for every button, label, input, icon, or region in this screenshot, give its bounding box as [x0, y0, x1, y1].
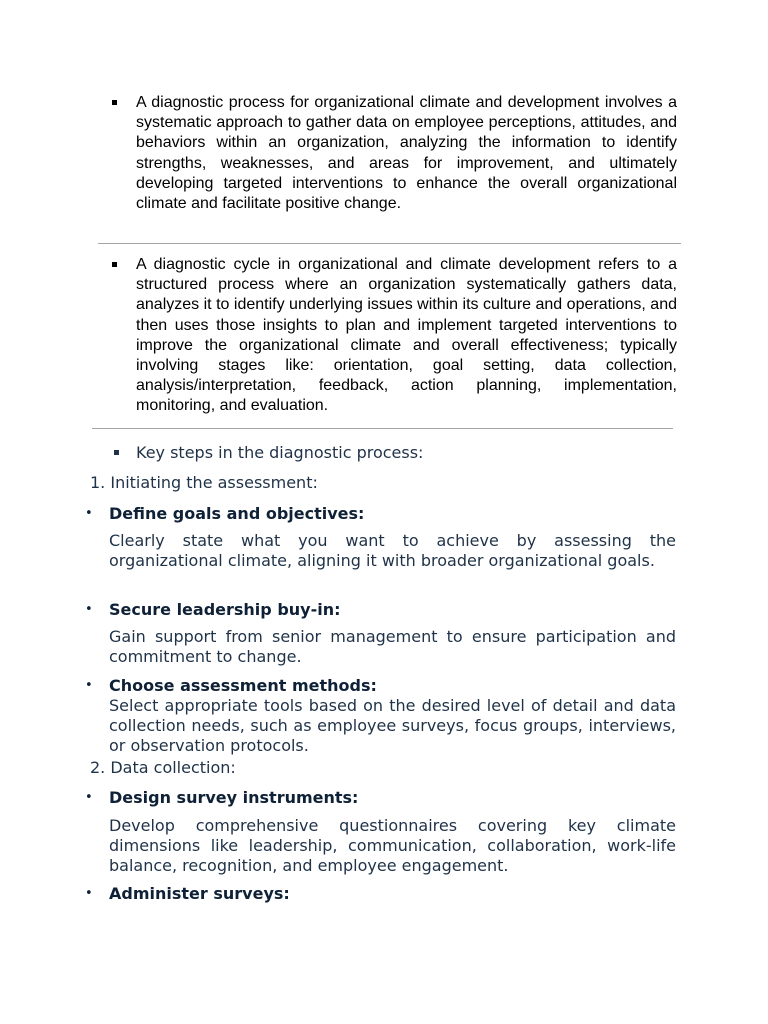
section-divider [98, 243, 681, 244]
list-item-title: Design survey instruments: [109, 788, 359, 807]
list-item-heading [85, 600, 341, 620]
list-item-title: Secure leadership buy-in: [109, 600, 341, 619]
list-item-title: Choose assessment methods: [109, 676, 377, 695]
square-bullet-icon [112, 100, 117, 105]
diagnostic-cycle-bullet [112, 255, 677, 417]
key-steps-text: Key steps in the diagnostic process: [136, 443, 424, 462]
list-item-title: Administer surveys: [109, 884, 290, 903]
list-item-body: Develop comprehensive questionnaires covering key climate dimensions like leadership, communication, collaboration, work-life balance, recognition, and employee engagement. [109, 816, 676, 875]
square-bullet-icon [112, 262, 117, 267]
diagnostic-process-text: A diagnostic process for organizational climate and development involves a systematic approach to gather data on employee perceptions, attitudes, and behaviors within an organization, analyzing the information to identify strengths, weaknesses, and areas for improvement, and ultimately developing targeted interventions to enhance the overall organizational climate and facilitate positive change. [136, 94, 677, 213]
round-bullet-icon: • [85, 506, 93, 521]
list-item-heading [85, 884, 290, 904]
list-item-body: Gain support from senior management to ensure participation and commitment to change. [109, 627, 676, 666]
list-item-title: Define goals and objectives: [109, 504, 365, 523]
round-bullet-icon: • [85, 602, 93, 617]
square-bullet-icon [114, 450, 119, 455]
step-1-heading: 1. Initiating the assessment: [90, 473, 318, 492]
diagnostic-process-bullet [112, 93, 677, 214]
section-divider [92, 428, 673, 429]
list-item-heading [85, 504, 364, 524]
step-2-heading: 2. Data collection: [90, 758, 236, 777]
round-bullet-icon: • [85, 678, 93, 693]
list-item-heading [85, 788, 358, 808]
diagnostic-cycle-text: A diagnostic cycle in organizational and climate development refers to a structured process where an organization systematically gathers data, analyzes it to identify underlying issues within its culture and operations, and then uses those insights to plan and implement targeted interventions to improve the organizational climate and overall effectiveness; typically involving stages like: orientation, goal setting, data collection, analysis/interpretation, feedback, action planning, implementation, monitoring, and evaluation. [136, 256, 677, 415]
list-item-heading [85, 676, 377, 696]
round-bullet-icon: • [85, 886, 93, 901]
list-item-body: Select appropriate tools based on the desired level of detail and data collection needs, such as employee surveys, focus groups, interviews, or observation protocols. [109, 696, 676, 755]
round-bullet-icon: • [85, 790, 93, 805]
key-steps-heading [112, 443, 423, 463]
list-item-body: Clearly state what you want to achieve by assessing the organizational climate, aligning it with broader organizational goals. [109, 531, 676, 570]
